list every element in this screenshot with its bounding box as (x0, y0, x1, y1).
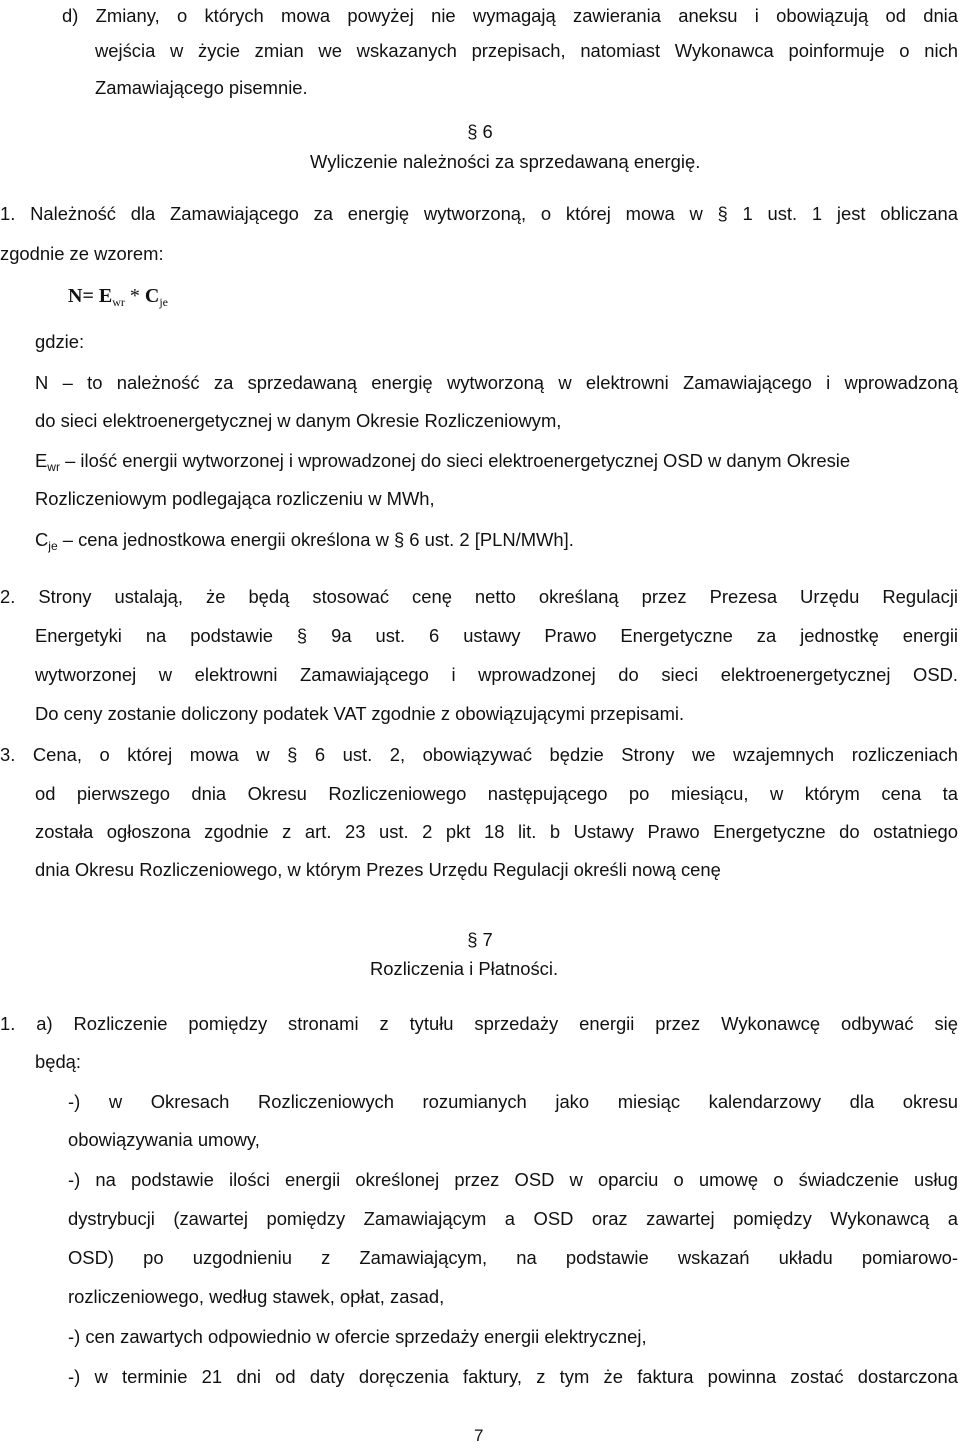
definition-n-line-1: N – to należność za sprzedawaną energię wytworzoną w elektrowni Zamawiającego i wprowadzoną (35, 372, 958, 393)
definition-e-subscript: wr (47, 460, 60, 474)
definition-n-line-2: do sieci elektroenergetycznej w danym Okresie Rozliczeniowym, (35, 410, 562, 431)
bullet-2-line-3: OSD) po uzgodnieniu z Zamawiającym, na podstawie wskazań układu pomiarowo- (68, 1247, 958, 1268)
point-3-line-2: od pierwszego dnia Okresu Rozliczeniowego następującego po miesiącu, w którym cena ta (35, 783, 958, 804)
gdzie-label: gdzie: (35, 331, 85, 352)
point-7-1-line-1: 1. a) Rozliczenie pomiędzy stronami z tytułu sprzedaży energii przez Wykonawcę odbywać się (0, 1013, 958, 1034)
point-1-line-1: 1. Należność dla Zamawiającego za energię wytworzoną, o której mowa w § 1 ust. 1 jest obliczana (0, 203, 958, 224)
bullet-3: -) cen zawartych odpowiednio w ofercie sprzedaży energii elektrycznej, (68, 1326, 647, 1347)
definition-e-text: – ilość energii wytworzonej i wprowadzonej do sieci elektroenergetycznej OSD w danym Okresie (59, 450, 851, 471)
point-1-line-2: zgodnie ze wzorem: (0, 243, 164, 264)
formula-times: * (124, 285, 145, 307)
formula-c-subscript: je (159, 295, 168, 309)
definition-e-line-1 (35, 442, 850, 480)
definition-e-line-2: Rozliczeniowym podlegająca rozliczeniu w MWh, (35, 488, 435, 509)
formula-c: C (144, 285, 160, 307)
formula-equals: = (82, 285, 99, 307)
bullet-2-line-4: rozliczeniowego, według stawek, opłat, zasad, (68, 1286, 445, 1307)
formula-n: N (68, 285, 83, 307)
formula (68, 277, 168, 315)
paragraph-d-line-3: Zamawiającego pisemnie. (95, 77, 308, 98)
formula-e-subscript: wr (112, 295, 125, 309)
page-number: 7 (474, 1426, 484, 1445)
paragraph-d-line-1: d) Zmiany, o których mowa powyżej nie wymagają zawierania aneksu i obowiązują od dnia (62, 5, 958, 26)
section-7-number: § 7 (467, 929, 493, 950)
point-7-1-line-2: będą: (35, 1051, 82, 1072)
point-2-line-4: Do ceny zostanie doliczony podatek VAT zgodnie z obowiązującymi przepisami. (35, 703, 685, 724)
definition-c-line (35, 521, 574, 559)
point-2-line-2: Energetyki na podstawie § 9a ust. 6 ustawy Prawo Energetyczne za jednostkę energii (35, 625, 958, 646)
section-7-title: Rozliczenia i Płatności. (370, 958, 559, 979)
point-3-line-1: 3. Cena, o której mowa w § 6 ust. 2, obowiązywać będzie Strony we wzajemnych rozliczeniach (0, 744, 958, 765)
section-6-title: Wyliczenie należności za sprzedawaną energię. (310, 151, 701, 172)
bullet-2-line-1: -) na podstawie ilości energii określonej przez OSD w oparciu o umowę o świadczenie usług (68, 1169, 958, 1190)
definition-c-subscript: je (48, 539, 58, 553)
formula-e: E (98, 285, 113, 307)
section-6-number: § 6 (467, 121, 493, 142)
definition-c-symbol: C (35, 529, 49, 550)
point-3-line-3: została ogłoszona zgodnie z art. 23 ust. 2 pkt 18 lit. b Ustawy Prawo Energetyczne do ostatniego (35, 821, 958, 842)
point-2-line-1: 2. Strony ustalają, że będą stosować cenę netto określaną przez Prezesa Urzędu Regulacji (0, 586, 958, 607)
bullet-1-line-2: obowiązywania umowy, (68, 1129, 260, 1150)
bullet-2-line-2: dystrybucji (zawartej pomiędzy Zamawiającym a OSD oraz zawartej pomiędzy Wykonawcą a (68, 1208, 958, 1229)
point-2-line-3: wytworzonej w elektrowni Zamawiającego i wprowadzonej do sieci elektroenergetycznej OSD. (35, 664, 958, 685)
definition-c-text: – cena jednostkowa energii określona w § 6 ust. 2 [PLN/MWh]. (57, 529, 574, 550)
definition-e-symbol: E (35, 450, 48, 471)
paragraph-d-line-2: wejścia w życie zmian we wskazanych przepisach, natomiast Wykonawca poinformuje o nich (95, 40, 958, 61)
bullet-1-line-1: -) w Okresach Rozliczeniowych rozumianych jako miesiąc kalendarzowy dla okresu (68, 1091, 958, 1112)
point-3-line-4: dnia Okresu Rozliczeniowego, w którym Prezes Urzędu Regulacji określi nową cenę (35, 859, 721, 880)
bullet-4: -) w terminie 21 dni od daty doręczenia faktury, z tym że faktura powinna zostać dostarczona (68, 1366, 958, 1387)
